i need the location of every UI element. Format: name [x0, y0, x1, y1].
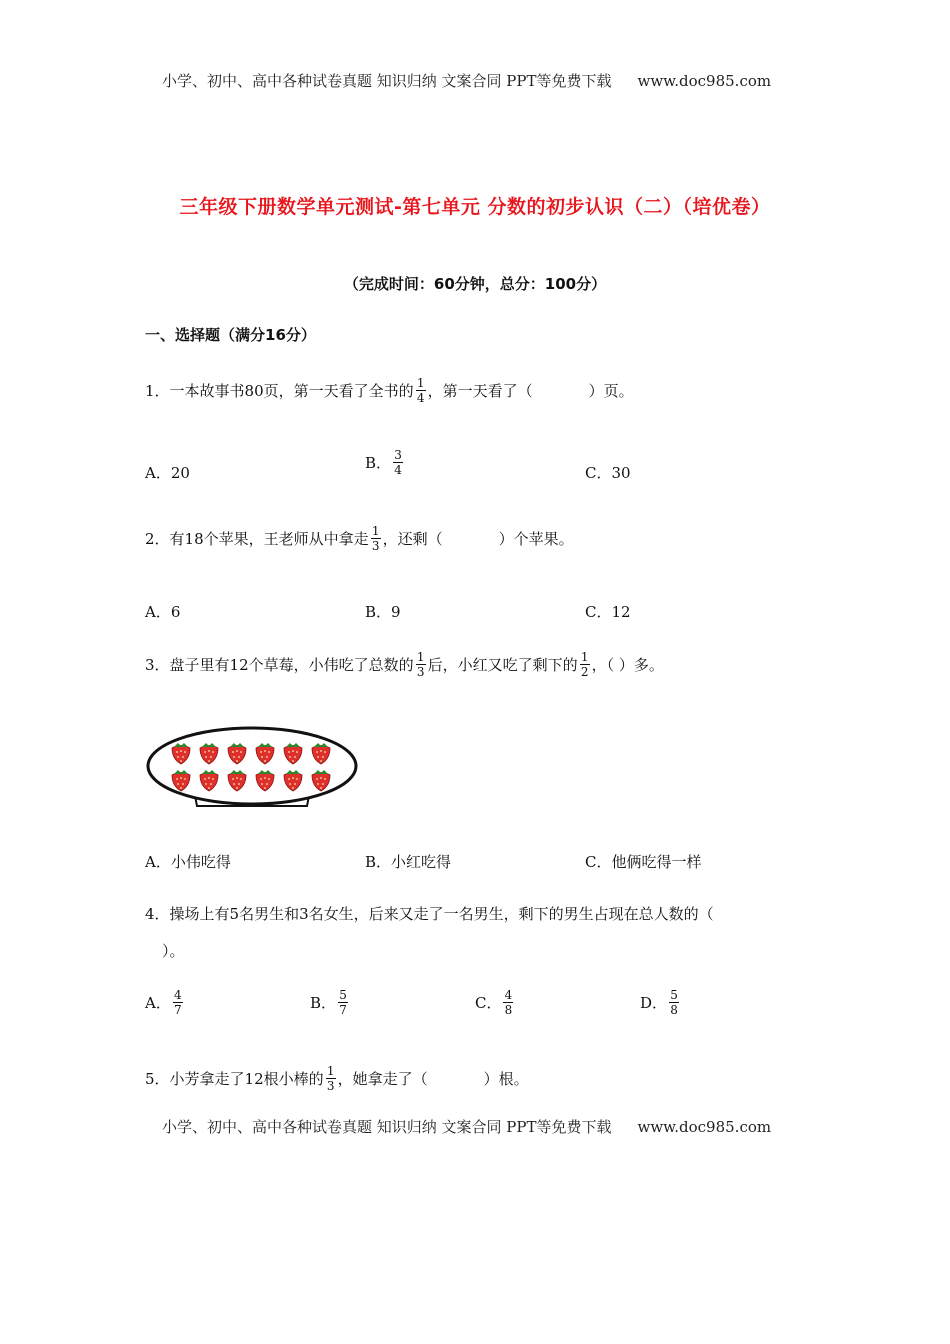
question-2: 2．有18个苹果，王老师从中拿走 $\frac{1}{3}$ ，还剩（ ）个苹果。	[145, 524, 574, 553]
footer-url[interactable]: www.doc985.com	[637, 1118, 772, 1136]
q3-option-b[interactable]: B．小红吃得	[365, 853, 452, 871]
question-4-cont: ）。	[162, 942, 185, 960]
page-footer	[162, 1116, 771, 1137]
q2-fraction: $\frac{1}{3}$	[371, 524, 380, 553]
q1-text: 1．一本故事书80页，第一天看了全书的	[145, 382, 414, 400]
footer-text: 小学、初中、高中各种试卷真题 知识归纳 文案合同 PPT等免费下载	[162, 1118, 612, 1136]
page-title: 三年级下册数学单元测试-第七单元 分数的初步认识（二）（培优卷）	[179, 196, 771, 218]
header-text: 小学、初中、高中各种试卷真题 知识归纳 文案合同 PPT等免费下载	[162, 72, 612, 90]
q2-option-c[interactable]: C．12	[585, 603, 631, 621]
q5-text: 5．小芳拿走了12根小棒的	[145, 1070, 324, 1088]
question-1: 1．一本故事书80页，第一天看了全书的 $\frac{1}{4}$ ，第一天看了（ ）页。	[145, 376, 634, 405]
q3-option-c[interactable]: C．他俩吃得一样	[585, 853, 702, 871]
q2-option-a[interactable]: A．6	[145, 603, 181, 621]
q1-option-b[interactable]: B． $\frac{3}{4}$	[365, 448, 402, 477]
section-heading: 一、选择题（满分16分）	[145, 326, 316, 344]
q3-text: 3．盘子里有12个草莓，小伟吃了总数的	[145, 656, 414, 674]
q4-option-d[interactable]: D． $\frac{5}{8}$	[640, 988, 678, 1017]
page-subtitle: （完成时间：60分钟，总分：100分）	[343, 275, 607, 293]
strawberry-plate-image	[145, 722, 360, 818]
question-4: 4．操场上有5名男生和3名女生，后来又走了一名男生，剩下的男生占现在总人数的（	[145, 905, 714, 923]
q1-fraction: $\frac{1}{4}$	[416, 376, 425, 405]
q4-option-a[interactable]: A． $\frac{4}{7}$	[145, 988, 182, 1017]
q2-text: 2．有18个苹果，王老师从中拿走	[145, 530, 369, 548]
q1-option-a[interactable]: A．20	[145, 464, 190, 482]
question-5: 5．小芳拿走了12根小棒的 $\frac{1}{3}$ ，她拿走了（ ）根。	[145, 1064, 529, 1093]
page-header	[162, 70, 771, 91]
header-url[interactable]: www.doc985.com	[637, 72, 772, 90]
q1-option-c[interactable]: C．30	[585, 464, 631, 482]
question-3: 3．盘子里有12个草莓，小伟吃了总数的 $\frac{1}{3}$ 后，小红又吃了剩下的 $\frac{1}{2}$ ，（ ）多。	[145, 650, 664, 679]
q2-option-b[interactable]: B．9	[365, 603, 401, 621]
q3-option-a[interactable]: A．小伟吃得	[145, 853, 231, 871]
q4-option-b[interactable]: B． $\frac{5}{7}$	[310, 988, 347, 1017]
q3-fraction-2: $\frac{1}{2}$	[580, 650, 589, 679]
q4-option-c[interactable]: C． $\frac{4}{8}$	[475, 988, 513, 1017]
q1-option-b-fraction: $\frac{3}{4}$	[394, 448, 402, 477]
q5-fraction: $\frac{1}{3}$	[326, 1064, 335, 1093]
q3-fraction-1: $\frac{1}{3}$	[416, 650, 425, 679]
